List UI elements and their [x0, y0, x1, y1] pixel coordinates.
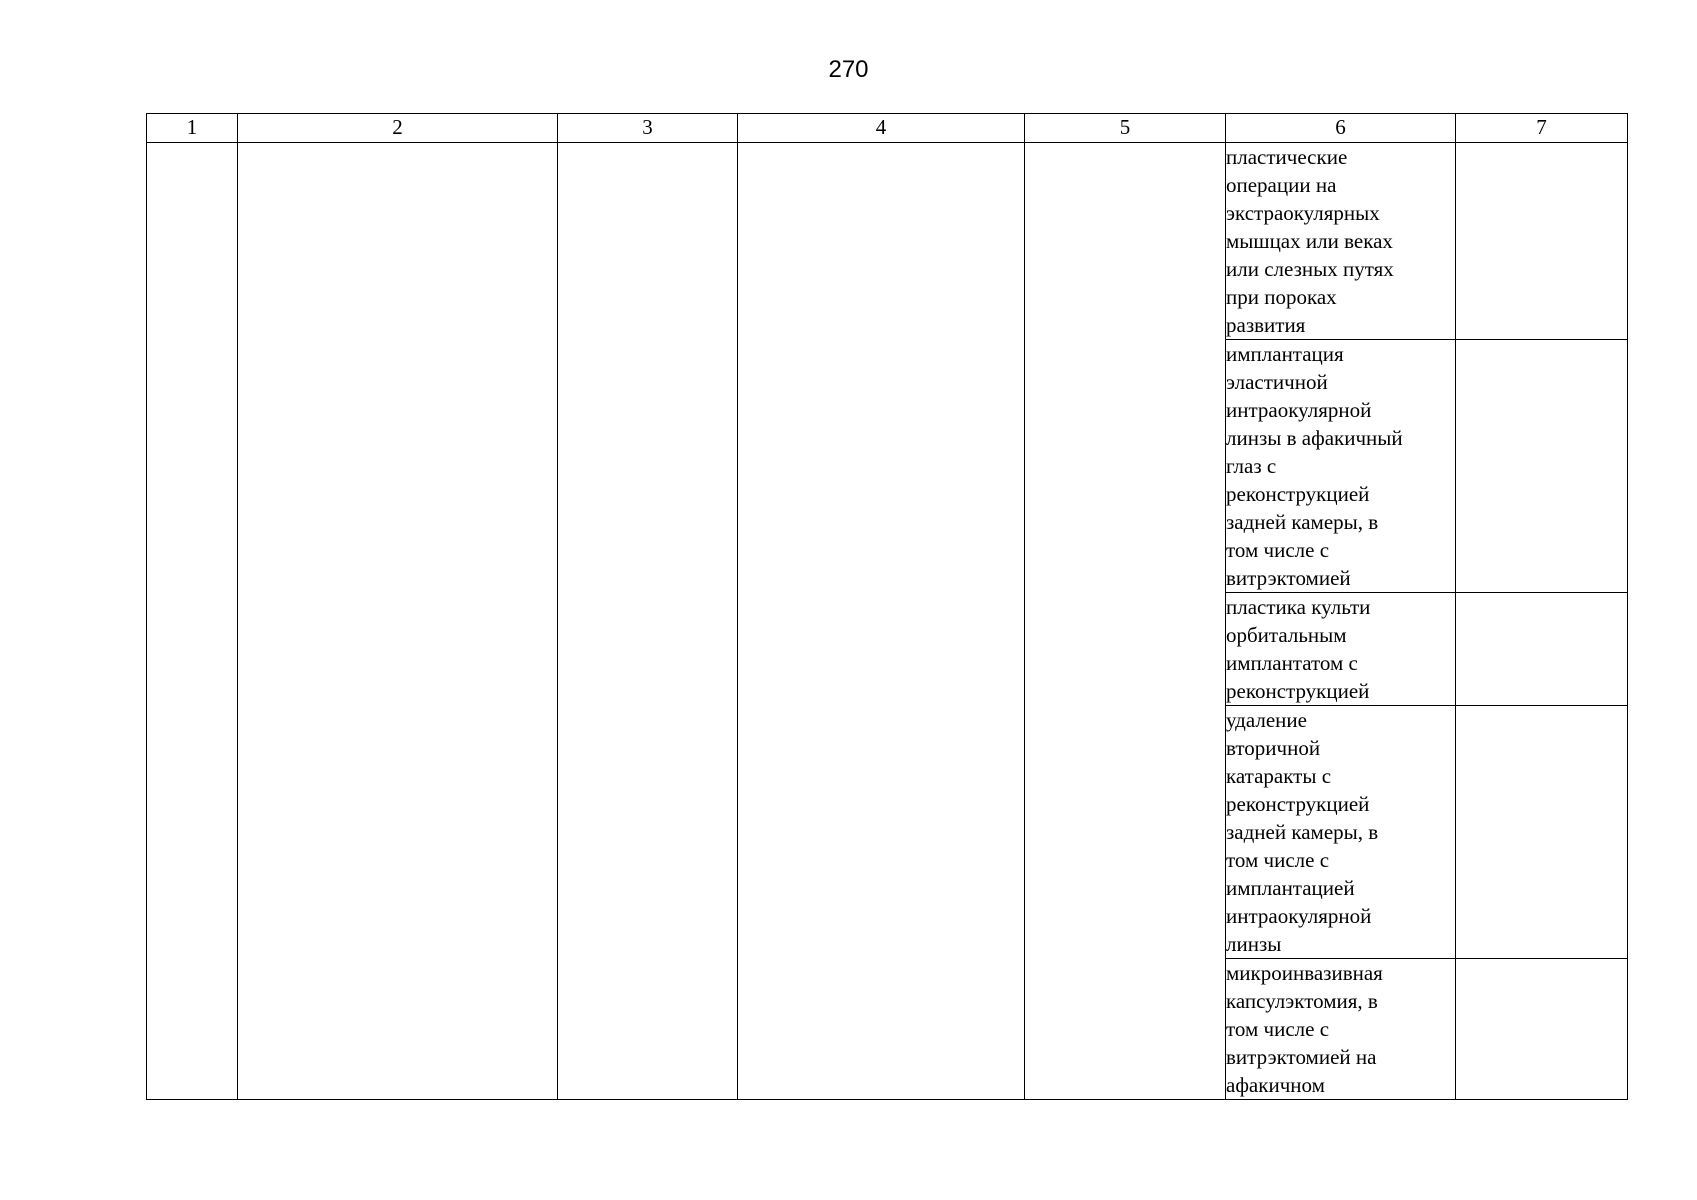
- table-header: [147, 114, 1628, 143]
- column-4-cell: [738, 143, 1025, 1100]
- column-header-4: 4: [738, 114, 1025, 143]
- column-3-cell: [558, 143, 738, 1100]
- procedure-cell: удаление вторичной катаракты с реконструкцией задней камеры, в том числе с имплантацией интраокулярной линзы: [1226, 706, 1456, 959]
- column-header-2: 2: [238, 114, 558, 143]
- column-header-3: 3: [558, 114, 738, 143]
- column-5-cell: [1025, 143, 1226, 1100]
- procedure-cell: пластика культи орбитальным имплантатом с реконструкцией: [1226, 593, 1456, 706]
- page-number: 270: [828, 56, 869, 83]
- column-7-cell: [1456, 706, 1628, 959]
- column-7-cell: [1456, 143, 1628, 340]
- procedure-cell: микроинвазивная капсулэктомия, в том числе с витрэктомией на афакичном: [1226, 959, 1456, 1100]
- procedure-cell: имплантация эластичной интраокулярной линзы в афакичный глаз с реконструкцией задней камеры, в том числе с витрэктомией: [1226, 340, 1456, 593]
- header-row: [147, 114, 1628, 143]
- column-7-cell: [1456, 959, 1628, 1100]
- column-1-cell: [147, 143, 238, 1100]
- column-header-1: 1: [147, 114, 238, 143]
- column-2-cell: [238, 143, 558, 1100]
- table-row: [147, 143, 1628, 340]
- column-header-7: 7: [1456, 114, 1628, 143]
- column-7-cell: [1456, 340, 1628, 593]
- services-table: [146, 113, 1628, 1100]
- column-header-5: 5: [1025, 114, 1226, 143]
- column-7-cell: [1456, 593, 1628, 706]
- column-header-6: 6: [1226, 114, 1456, 143]
- table-body: [147, 143, 1628, 1100]
- procedure-cell: пластические операции на экстраокулярных мышцах или веках или слезных путях при пороках развития: [1226, 143, 1456, 340]
